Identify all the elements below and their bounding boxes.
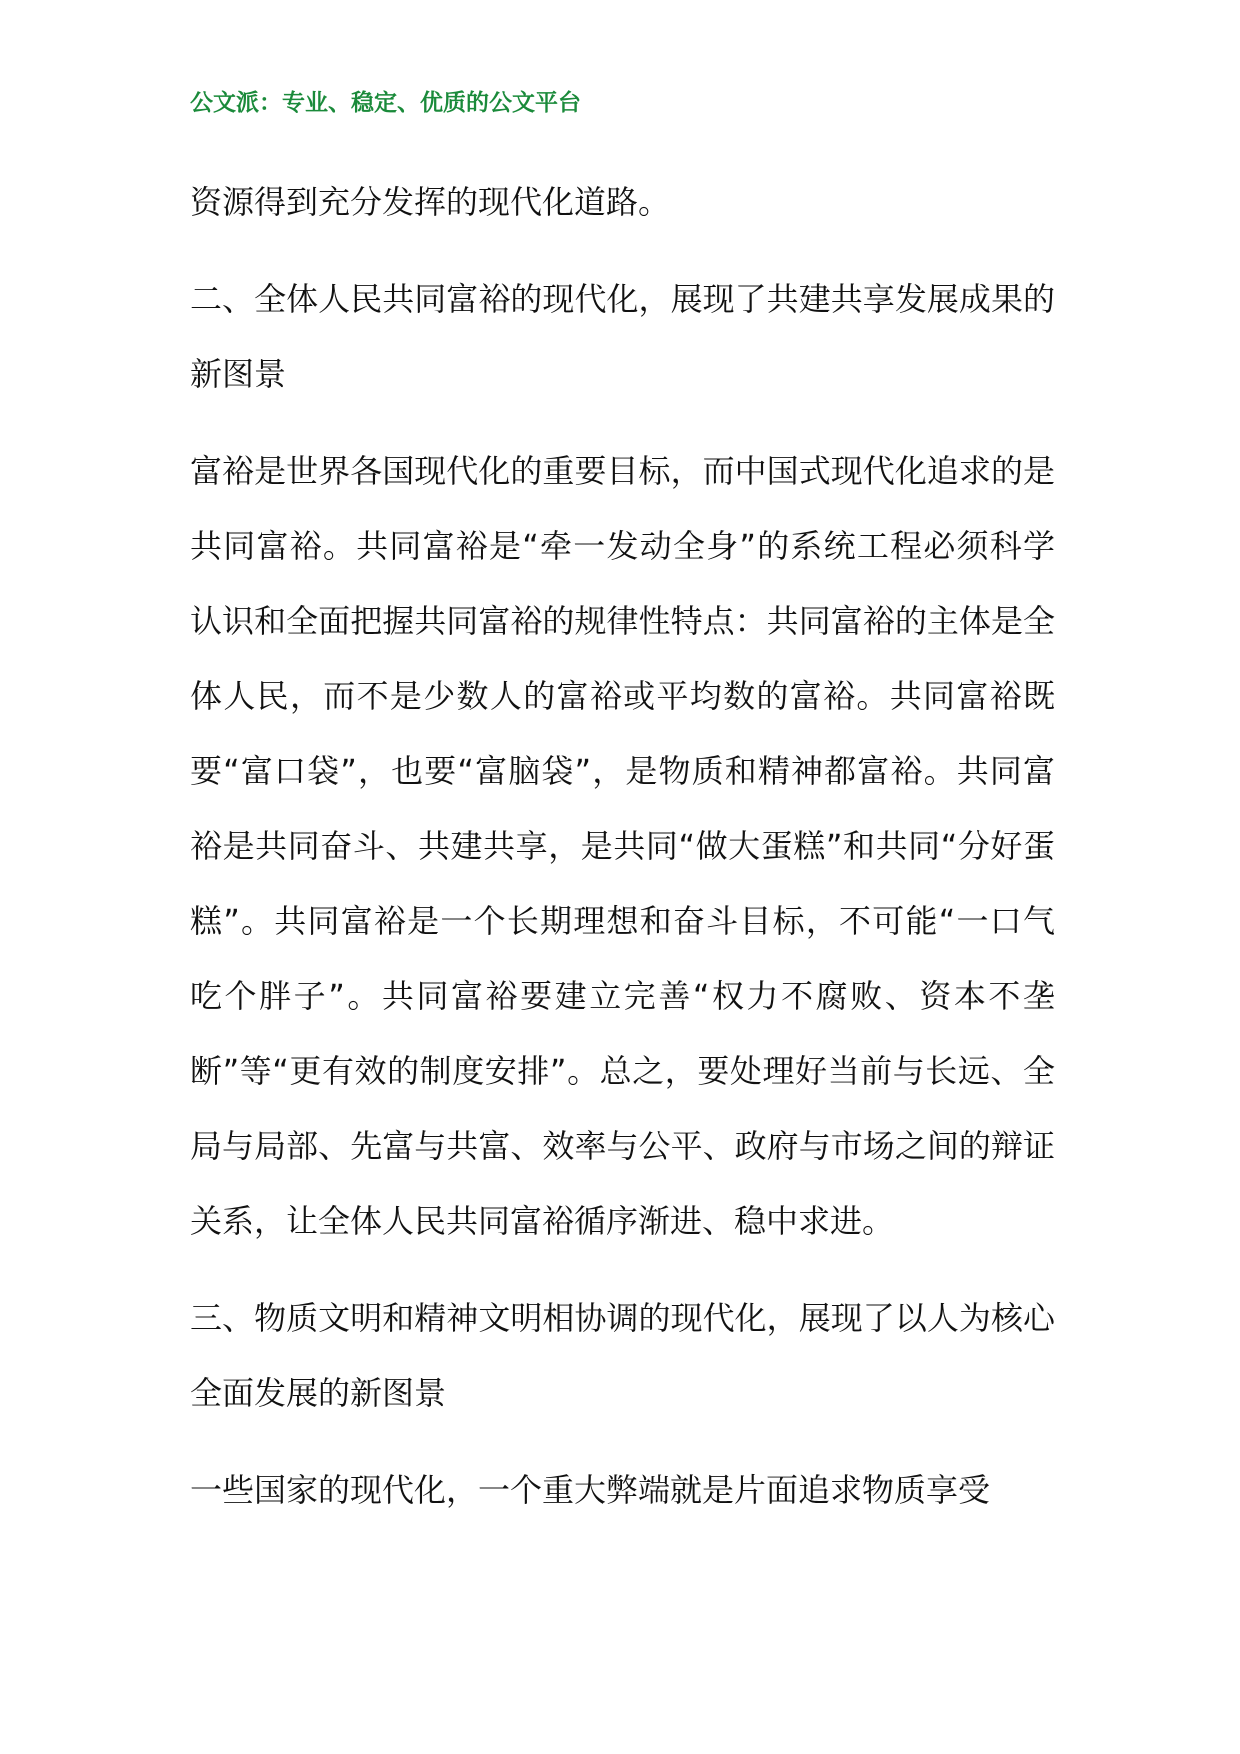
page-header: 公文派：专业、稳定、优质的公文平台 [190,90,581,116]
document-body [190,165,1055,1550]
paragraph: 富裕是世界各国现代化的重要目标，而中国式现代化追求的是共同富裕。共同富裕是“牵一发动全身”的系统工程必须科学认识和全面把握共同富裕的规律性特点：共同富裕的主体是全体人民，而不是少数人的富裕或平均数的富裕。共同富裕既要“富口袋”，也要“富脑袋”，是物质和精神都富裕。共同富裕是共同奋斗、共建共享，是共同“做大蛋糕”和共同“分好蛋糕”。共同富裕是一个长期理想和奋斗目标，不可能“一口气吃个胖子”。共同富裕要建立完善“权力不腐败、资本不垄断”等“更有效的制度安排”。总之，要处理好当前与长远、全局与局部、先富与共富、效率与公平、政府与市场之间的辩证关系，让全体人民共同富裕循序渐进、稳中求进。 [190,452,1055,1240]
section-heading: 二、全体人民共同富裕的现代化，展现了共建共享发展成果的新图景 [190,280,1055,393]
section-heading: 三、物质文明和精神文明相协调的现代化，展现了以人为核心全面发展的新图景 [190,1299,1055,1412]
paragraph: 一些国家的现代化，一个重大弊端就是片面追求物质享受 [190,1471,991,1509]
paragraph: 资源得到充分发挥的现代化道路。 [190,183,671,221]
